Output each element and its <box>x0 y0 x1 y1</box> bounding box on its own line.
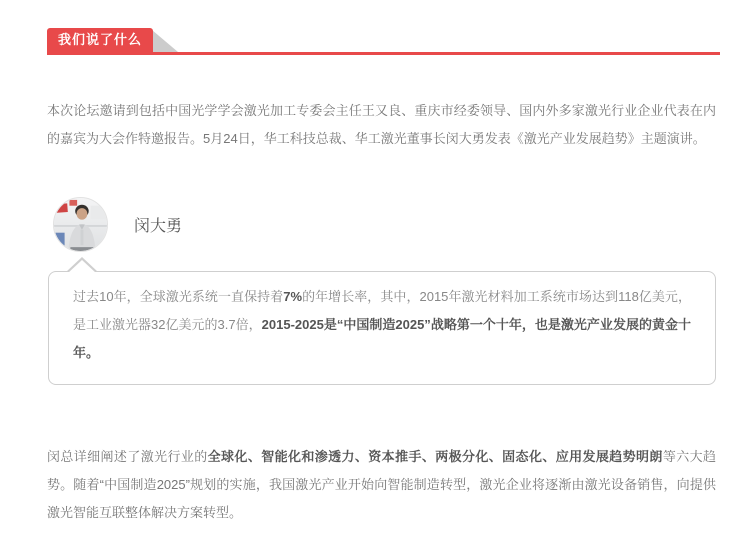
portrait-photo-icon <box>54 198 107 251</box>
quote-text <box>73 283 691 367</box>
section-header <box>47 28 178 52</box>
summary-paragraph <box>47 443 716 527</box>
text-segment: 7% <box>283 289 303 304</box>
text-segment: 过去10年，全球激光系统一直保持着 <box>73 289 284 304</box>
quote-bubble <box>48 271 716 385</box>
section-divider-line <box>47 52 720 55</box>
text-segment: 全球化、智能化和渗透力、资本推手、两极分化、固态化、应用发展趋势明朗 <box>207 449 663 464</box>
text-segment: 2015-2025是“中国制造2025”战略第一个十年，也是激光产业发展的黄金十年。 <box>73 317 691 360</box>
speaker-avatar <box>53 197 108 252</box>
badge-fold-shadow <box>152 30 178 52</box>
text-segment: 等六大趋势。随着“中国制造2025”规划的实施，我国激光产业开始向智能制造转型，激光企业将逐渐由激光设备销售，向提供激光智能互联整体解决方案转型。 <box>47 449 716 520</box>
text-segment: 的年增长率，其中，2015年激光材料加工系统市场达到118亿美元，是工业激光器32亿美元的3.7倍， <box>73 289 691 332</box>
section-title-badge: 我们说了什么 <box>47 28 153 52</box>
bubble-tail-fill <box>68 260 96 273</box>
speaker-row <box>53 197 182 252</box>
intro-paragraph: 本次论坛邀请到包括中国光学学会激光加工专委会主任王又良、重庆市经委领导、国内外多家激光行业企业代表在内的嘉宾为大会作特邀报告。5月24日，华工科技总裁、华工激光董事长闵大勇发表《激光产业发展趋势》主题演讲。 <box>47 103 716 146</box>
speaker-name: 闵大勇 <box>134 218 183 235</box>
text-segment: 闵总详细阐述了激光行业的 <box>47 449 208 464</box>
